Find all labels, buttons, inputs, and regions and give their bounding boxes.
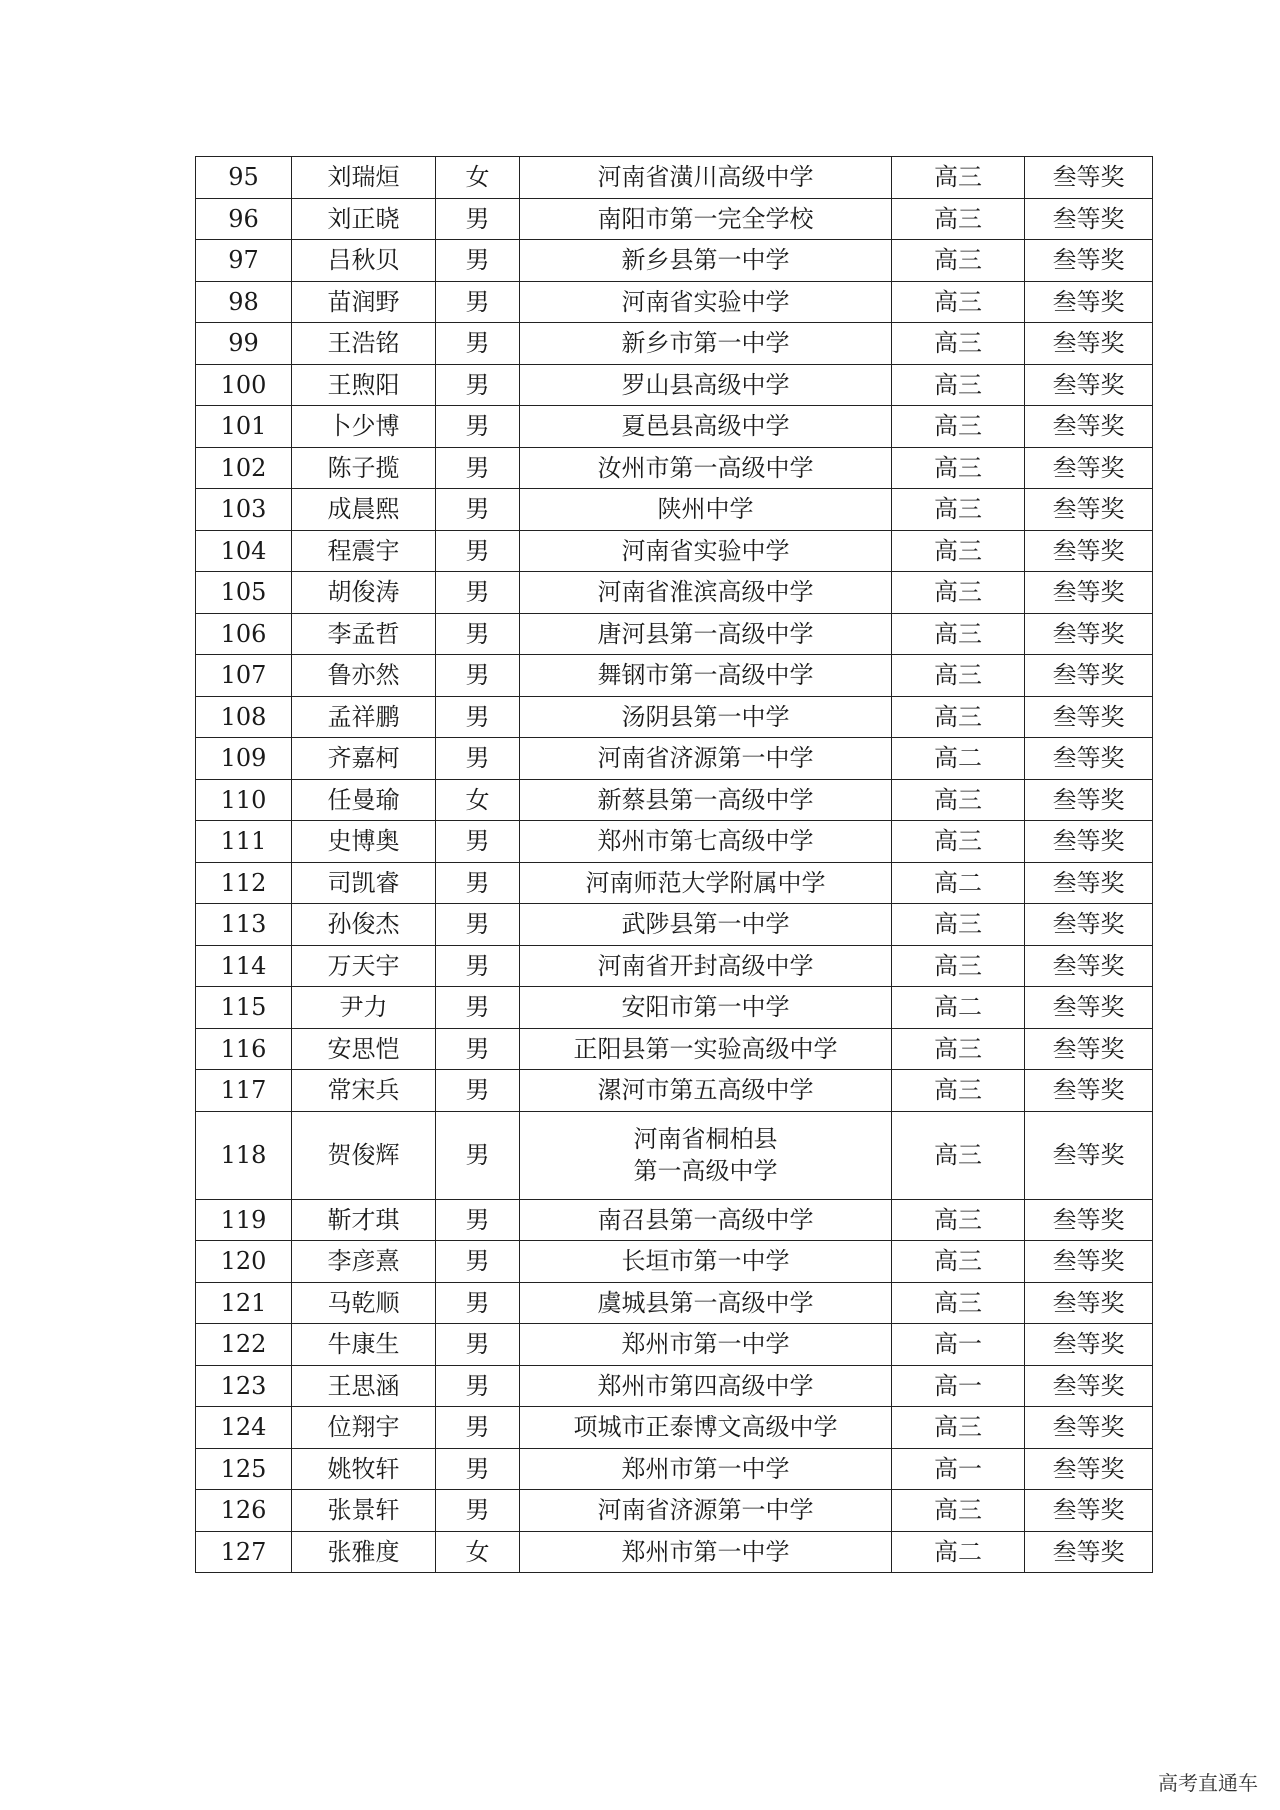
school-name-line: 河南省济源第一中学 — [597, 744, 814, 773]
school-name-line: 正阳县第一实验高级中学 — [573, 1034, 838, 1063]
school-cell — [520, 613, 892, 655]
school-name-line: 汤阴县第一中学 — [621, 702, 790, 731]
grade-cell: 高一 — [892, 1448, 1025, 1490]
row-number-cell: 122 — [196, 1324, 292, 1366]
award-cell: 叁等奖 — [1025, 738, 1153, 780]
school-name-line: 陕州中学 — [657, 495, 754, 524]
student-name-cell: 王浩铭 — [292, 323, 436, 365]
table-row — [196, 1531, 1153, 1573]
grade-cell: 高三 — [892, 198, 1025, 240]
school-cell — [520, 1282, 892, 1324]
school-cell — [520, 281, 892, 323]
row-number-cell: 127 — [196, 1531, 292, 1573]
table-row — [196, 613, 1153, 655]
gender-cell: 男 — [436, 406, 520, 448]
award-cell: 叁等奖 — [1025, 1282, 1153, 1324]
gender-cell: 男 — [436, 987, 520, 1029]
grade-cell: 高二 — [892, 862, 1025, 904]
student-name-cell: 万天宇 — [292, 945, 436, 987]
gender-cell: 男 — [436, 613, 520, 655]
school-name-line: 罗山县高级中学 — [621, 370, 790, 399]
grade-cell: 高三 — [892, 364, 1025, 406]
award-cell: 叁等奖 — [1025, 1028, 1153, 1070]
grade-cell: 高三 — [892, 406, 1025, 448]
school-cell — [520, 323, 892, 365]
school-name-line: 河南师范大学附属中学 — [585, 868, 826, 897]
grade-cell: 高三 — [892, 779, 1025, 821]
table-row — [196, 738, 1153, 780]
school-cell — [520, 1199, 892, 1241]
school-name-line: 虞城县第一高级中学 — [597, 1288, 814, 1317]
grade-cell: 高三 — [892, 1407, 1025, 1449]
school-cell — [520, 1490, 892, 1532]
award-list-body — [196, 157, 1153, 1573]
table-row — [196, 655, 1153, 697]
student-name-cell: 李孟哲 — [292, 613, 436, 655]
school-cell — [520, 1448, 892, 1490]
grade-cell: 高三 — [892, 1111, 1025, 1199]
school-name-line: 郑州市第一中学 — [621, 1537, 790, 1566]
school-name-line: 夏邑县高级中学 — [621, 412, 790, 441]
award-cell: 叁等奖 — [1025, 613, 1153, 655]
award-cell: 叁等奖 — [1025, 904, 1153, 946]
table-row — [196, 406, 1153, 448]
table-row — [196, 198, 1153, 240]
table-row — [196, 1199, 1153, 1241]
gender-cell: 女 — [436, 157, 520, 199]
student-name-cell: 吕秋贝 — [292, 240, 436, 282]
gender-cell: 男 — [436, 696, 520, 738]
award-cell: 叁等奖 — [1025, 1365, 1153, 1407]
award-cell: 叁等奖 — [1025, 1448, 1153, 1490]
gender-cell: 男 — [436, 1324, 520, 1366]
gender-cell: 男 — [436, 281, 520, 323]
school-name-line: 河南省实验中学 — [621, 536, 790, 565]
award-cell: 叁等奖 — [1025, 530, 1153, 572]
school-name-line: 汝州市第一高级中学 — [597, 453, 814, 482]
gender-cell: 女 — [436, 1531, 520, 1573]
award-cell: 叁等奖 — [1025, 572, 1153, 614]
school-cell — [520, 655, 892, 697]
grade-cell: 高三 — [892, 696, 1025, 738]
school-cell — [520, 1324, 892, 1366]
grade-cell: 高二 — [892, 987, 1025, 1029]
student-name-cell: 位翔宇 — [292, 1407, 436, 1449]
award-cell: 叁等奖 — [1025, 447, 1153, 489]
row-number-cell: 114 — [196, 945, 292, 987]
row-number-cell: 125 — [196, 1448, 292, 1490]
table-row — [196, 862, 1153, 904]
award-cell: 叁等奖 — [1025, 862, 1153, 904]
gender-cell: 男 — [436, 447, 520, 489]
row-number-cell: 98 — [196, 281, 292, 323]
row-number-cell: 126 — [196, 1490, 292, 1532]
award-cell: 叁等奖 — [1025, 821, 1153, 863]
school-name-line: 新乡县第一中学 — [621, 246, 790, 275]
student-name-cell: 任曼瑜 — [292, 779, 436, 821]
school-cell — [520, 198, 892, 240]
student-name-cell: 李彦熹 — [292, 1241, 436, 1283]
school-name-line: 新蔡县第一高级中学 — [597, 785, 814, 814]
student-name-cell: 孟祥鹏 — [292, 696, 436, 738]
table-row — [196, 447, 1153, 489]
grade-cell: 高三 — [892, 323, 1025, 365]
gender-cell: 男 — [436, 1365, 520, 1407]
grade-cell: 高三 — [892, 1241, 1025, 1283]
school-cell — [520, 696, 892, 738]
award-cell: 叁等奖 — [1025, 1111, 1153, 1199]
grade-cell: 高三 — [892, 945, 1025, 987]
row-number-cell: 108 — [196, 696, 292, 738]
school-name-line: 第一高级中学 — [633, 1157, 778, 1185]
gender-cell: 男 — [436, 738, 520, 780]
student-name-cell: 王思涵 — [292, 1365, 436, 1407]
table-row — [196, 779, 1153, 821]
row-number-cell: 109 — [196, 738, 292, 780]
gender-cell: 男 — [436, 904, 520, 946]
gender-cell: 男 — [436, 572, 520, 614]
school-cell — [520, 821, 892, 863]
school-name-line: 唐河县第一高级中学 — [597, 619, 814, 648]
gender-cell: 男 — [436, 1282, 520, 1324]
grade-cell: 高三 — [892, 1282, 1025, 1324]
award-cell: 叁等奖 — [1025, 323, 1153, 365]
gender-cell: 男 — [436, 1490, 520, 1532]
student-name-cell: 王煦阳 — [292, 364, 436, 406]
table-row — [196, 157, 1153, 199]
school-cell — [520, 945, 892, 987]
school-cell — [520, 1028, 892, 1070]
student-name-cell: 刘瑞烜 — [292, 157, 436, 199]
table-row — [196, 1448, 1153, 1490]
row-number-cell: 119 — [196, 1199, 292, 1241]
school-name-line: 郑州市第四高级中学 — [597, 1371, 814, 1400]
school-cell — [520, 1365, 892, 1407]
row-number-cell: 95 — [196, 157, 292, 199]
school-name-line: 河南省济源第一中学 — [597, 1496, 814, 1525]
row-number-cell: 107 — [196, 655, 292, 697]
table-row — [196, 821, 1153, 863]
award-cell: 叁等奖 — [1025, 779, 1153, 821]
student-name-cell: 靳才琪 — [292, 1199, 436, 1241]
school-cell — [520, 157, 892, 199]
row-number-cell: 104 — [196, 530, 292, 572]
school-cell — [520, 240, 892, 282]
gender-cell: 男 — [436, 1070, 520, 1112]
award-cell: 叁等奖 — [1025, 1407, 1153, 1449]
student-name-cell: 齐嘉柯 — [292, 738, 436, 780]
gender-cell: 男 — [436, 1407, 520, 1449]
school-cell — [520, 738, 892, 780]
grade-cell: 高一 — [892, 1324, 1025, 1366]
award-cell: 叁等奖 — [1025, 198, 1153, 240]
award-cell: 叁等奖 — [1025, 406, 1153, 448]
grade-cell: 高三 — [892, 613, 1025, 655]
grade-cell: 高三 — [892, 1199, 1025, 1241]
gender-cell: 男 — [436, 862, 520, 904]
school-name-line: 新乡市第一中学 — [621, 329, 790, 358]
table-row — [196, 530, 1153, 572]
school-name-line: 河南省淮滨高级中学 — [597, 578, 814, 607]
gender-cell: 男 — [436, 1111, 520, 1199]
school-cell — [520, 364, 892, 406]
award-cell: 叁等奖 — [1025, 157, 1153, 199]
gender-cell: 男 — [436, 198, 520, 240]
award-cell: 叁等奖 — [1025, 987, 1153, 1029]
grade-cell: 高三 — [892, 530, 1025, 572]
student-name-cell: 张雅度 — [292, 1531, 436, 1573]
grade-cell: 高三 — [892, 489, 1025, 531]
row-number-cell: 97 — [196, 240, 292, 282]
school-name-line: 郑州市第七高级中学 — [597, 827, 814, 856]
student-name-cell: 刘正晓 — [292, 198, 436, 240]
student-name-cell: 姚牧轩 — [292, 1448, 436, 1490]
row-number-cell: 106 — [196, 613, 292, 655]
grade-cell: 高二 — [892, 1531, 1025, 1573]
school-name-line: 河南省实验中学 — [621, 287, 790, 316]
row-number-cell: 116 — [196, 1028, 292, 1070]
award-cell: 叁等奖 — [1025, 655, 1153, 697]
grade-cell: 高三 — [892, 447, 1025, 489]
table-row — [196, 281, 1153, 323]
table-row — [196, 945, 1153, 987]
gender-cell: 男 — [436, 945, 520, 987]
student-name-cell: 司凯睿 — [292, 862, 436, 904]
school-cell — [520, 489, 892, 531]
grade-cell: 高三 — [892, 1490, 1025, 1532]
school-name-line: 漯河市第五高级中学 — [597, 1076, 814, 1105]
row-number-cell: 101 — [196, 406, 292, 448]
student-name-cell: 马乾顺 — [292, 1282, 436, 1324]
student-name-cell: 安思恺 — [292, 1028, 436, 1070]
student-name-cell: 常宋兵 — [292, 1070, 436, 1112]
award-cell: 叁等奖 — [1025, 1241, 1153, 1283]
grade-cell: 高三 — [892, 572, 1025, 614]
school-cell — [520, 862, 892, 904]
award-cell: 叁等奖 — [1025, 1070, 1153, 1112]
row-number-cell: 117 — [196, 1070, 292, 1112]
row-number-cell: 124 — [196, 1407, 292, 1449]
grade-cell: 高三 — [892, 655, 1025, 697]
row-number-cell: 99 — [196, 323, 292, 365]
award-cell: 叁等奖 — [1025, 1324, 1153, 1366]
student-name-cell: 成晨熙 — [292, 489, 436, 531]
student-name-cell: 贺俊辉 — [292, 1111, 436, 1199]
table-row — [196, 364, 1153, 406]
school-name-line: 河南省潢川高级中学 — [597, 163, 814, 192]
award-cell: 叁等奖 — [1025, 240, 1153, 282]
row-number-cell: 118 — [196, 1111, 292, 1199]
row-number-cell: 115 — [196, 987, 292, 1029]
table-row — [196, 1111, 1153, 1199]
row-number-cell: 123 — [196, 1365, 292, 1407]
student-name-cell: 牛康生 — [292, 1324, 436, 1366]
school-cell — [520, 779, 892, 821]
award-cell: 叁等奖 — [1025, 489, 1153, 531]
table-row — [196, 1407, 1153, 1449]
row-number-cell: 105 — [196, 572, 292, 614]
award-cell: 叁等奖 — [1025, 1490, 1153, 1532]
table-row — [196, 240, 1153, 282]
grade-cell: 高三 — [892, 821, 1025, 863]
school-cell — [520, 1531, 892, 1573]
student-name-cell: 张景轩 — [292, 1490, 436, 1532]
row-number-cell: 111 — [196, 821, 292, 863]
gender-cell: 男 — [436, 1028, 520, 1070]
table-row — [196, 1282, 1153, 1324]
school-cell — [520, 406, 892, 448]
table-row — [196, 1324, 1153, 1366]
school-name-line: 安阳市第一中学 — [621, 993, 790, 1022]
gender-cell: 男 — [436, 1448, 520, 1490]
school-cell — [520, 530, 892, 572]
award-cell: 叁等奖 — [1025, 1199, 1153, 1241]
school-name-line: 郑州市第一中学 — [621, 1330, 790, 1359]
row-number-cell: 103 — [196, 489, 292, 531]
row-number-cell: 112 — [196, 862, 292, 904]
student-name-cell: 孙俊杰 — [292, 904, 436, 946]
table-row — [196, 1070, 1153, 1112]
grade-cell: 高三 — [892, 281, 1025, 323]
grade-cell: 高三 — [892, 240, 1025, 282]
school-cell — [520, 904, 892, 946]
student-name-cell: 卜少博 — [292, 406, 436, 448]
school-cell — [520, 1070, 892, 1112]
school-name-line: 河南省开封高级中学 — [597, 951, 814, 980]
student-name-cell: 胡俊涛 — [292, 572, 436, 614]
student-name-cell: 程震宇 — [292, 530, 436, 572]
table-row — [196, 904, 1153, 946]
row-number-cell: 120 — [196, 1241, 292, 1283]
school-name-line: 武陟县第一中学 — [621, 910, 790, 939]
gender-cell: 男 — [436, 655, 520, 697]
grade-cell: 高三 — [892, 157, 1025, 199]
table-row — [196, 1028, 1153, 1070]
gender-cell: 男 — [436, 1199, 520, 1241]
row-number-cell: 113 — [196, 904, 292, 946]
school-name-line: 南召县第一高级中学 — [597, 1205, 814, 1234]
row-number-cell: 121 — [196, 1282, 292, 1324]
school-name-line: 郑州市第一中学 — [621, 1454, 790, 1483]
row-number-cell: 100 — [196, 364, 292, 406]
gender-cell: 男 — [436, 240, 520, 282]
row-number-cell: 102 — [196, 447, 292, 489]
student-name-cell: 苗润野 — [292, 281, 436, 323]
grade-cell: 高三 — [892, 1028, 1025, 1070]
table-row — [196, 987, 1153, 1029]
award-cell: 叁等奖 — [1025, 281, 1153, 323]
table-row — [196, 696, 1153, 738]
student-name-cell: 史博奥 — [292, 821, 436, 863]
table-row — [196, 1365, 1153, 1407]
award-cell: 叁等奖 — [1025, 945, 1153, 987]
gender-cell: 女 — [436, 779, 520, 821]
award-cell: 叁等奖 — [1025, 696, 1153, 738]
award-cell: 叁等奖 — [1025, 1531, 1153, 1573]
school-cell — [520, 572, 892, 614]
school-name-line: 项城市正泰博文高级中学 — [573, 1413, 838, 1442]
grade-cell: 高一 — [892, 1365, 1025, 1407]
gender-cell: 男 — [436, 530, 520, 572]
watermark-text: 高考直通车 — [1158, 1771, 1258, 1795]
school-cell — [520, 447, 892, 489]
school-name-line: 舞钢市第一高级中学 — [597, 661, 814, 690]
table-row — [196, 572, 1153, 614]
table-row — [196, 323, 1153, 365]
school-cell — [520, 987, 892, 1029]
gender-cell: 男 — [436, 1241, 520, 1283]
school-name-line: 南阳市第一完全学校 — [597, 204, 814, 233]
gender-cell: 男 — [436, 821, 520, 863]
table-row — [196, 1241, 1153, 1283]
school-name-line: 河南省桐柏县 — [633, 1124, 778, 1153]
award-cell: 叁等奖 — [1025, 364, 1153, 406]
grade-cell: 高三 — [892, 1070, 1025, 1112]
table-row — [196, 1490, 1153, 1532]
row-number-cell: 110 — [196, 779, 292, 821]
table-row — [196, 489, 1153, 531]
student-name-cell: 尹力 — [292, 987, 436, 1029]
row-number-cell: 96 — [196, 198, 292, 240]
school-cell — [520, 1111, 892, 1199]
award-list-table — [195, 156, 1153, 1573]
school-name-line: 长垣市第一中学 — [621, 1247, 790, 1276]
student-name-cell: 陈子揽 — [292, 447, 436, 489]
grade-cell: 高三 — [892, 904, 1025, 946]
school-cell — [520, 1407, 892, 1449]
gender-cell: 男 — [436, 364, 520, 406]
school-cell — [520, 1241, 892, 1283]
gender-cell: 男 — [436, 489, 520, 531]
grade-cell: 高二 — [892, 738, 1025, 780]
student-name-cell: 鲁亦然 — [292, 655, 436, 697]
gender-cell: 男 — [436, 323, 520, 365]
